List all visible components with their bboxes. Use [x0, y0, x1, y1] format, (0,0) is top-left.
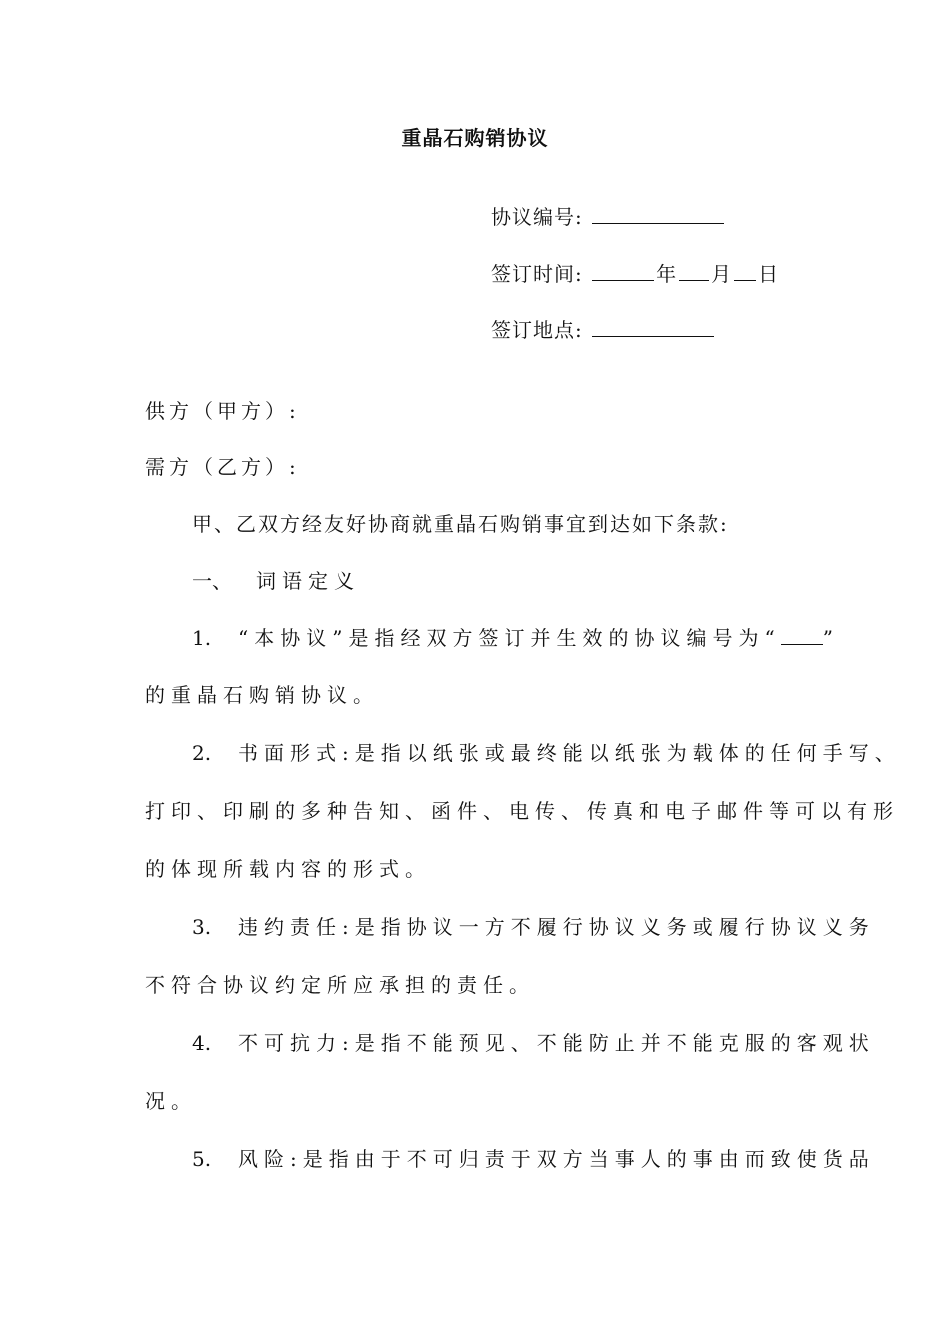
year-blank — [592, 260, 654, 281]
month-blank — [679, 260, 709, 281]
supplier-party: 供方（甲方）: — [145, 399, 300, 423]
item-2-number: 2. — [192, 741, 212, 765]
item-3-line-2: 不符合协议约定所应承担的责任。 — [145, 973, 535, 997]
item-1-number: 1. — [192, 626, 212, 650]
item-4-line-1 — [192, 1029, 875, 1057]
buyer-party: 需方（乙方）: — [145, 455, 300, 479]
agreement-number-line — [491, 203, 726, 231]
document-title: 重晶石购销协议 — [401, 126, 549, 150]
agreement-number-blank — [592, 203, 724, 224]
item-4-text: 不可抗力:是指不能预见、不能防止并不能克服的客观状 — [238, 1031, 875, 1055]
item-3-number: 3. — [192, 915, 212, 939]
section-heading — [192, 567, 360, 595]
day-blank — [734, 260, 756, 281]
intro-paragraph: 甲、乙双方经友好协商就重晶石购销事宜到达如下条款: — [192, 512, 729, 536]
item-1-line-2: 的重晶石购销协议。 — [145, 683, 379, 707]
sign-time-line — [491, 260, 779, 288]
item-1-line-1 — [192, 624, 839, 652]
section-number: 一、 — [192, 569, 232, 593]
item-1-text-b: ” — [822, 626, 839, 650]
section-title: 词语定义 — [256, 569, 360, 593]
month-label: 月 — [711, 262, 733, 286]
item-2-text: 书面形式:是指以纸张或最终能以纸张为载体的任何手写、 — [238, 741, 901, 765]
item-5-text: 风险:是指由于不可归责于双方当事人的事由而致使货品 — [238, 1147, 875, 1171]
day-label: 日 — [758, 262, 780, 286]
sign-place-line — [491, 316, 716, 344]
sign-place-blank — [592, 316, 714, 337]
item-3-line-1 — [192, 913, 875, 941]
item-2-line-1 — [192, 739, 901, 767]
sign-place-label: 签订地点: — [491, 318, 583, 342]
item-4-line-2: 况。 — [145, 1089, 197, 1113]
item-1-blank — [781, 624, 823, 645]
item-2-line-3: 的体现所载内容的形式。 — [145, 857, 431, 881]
item-1-text-a: “本协议”是指经双方签订并生效的协议编号为“ — [238, 626, 781, 650]
sign-time-label: 签订时间: — [491, 262, 583, 286]
agreement-number-label: 协议编号: — [491, 205, 583, 229]
item-4-number: 4. — [192, 1031, 212, 1055]
item-5-line-1 — [192, 1145, 875, 1173]
item-2-line-2: 打印、印刷的多种告知、函件、电传、传真和电子邮件等可以有形 — [145, 799, 899, 823]
item-5-number: 5. — [192, 1147, 212, 1171]
year-label: 年 — [656, 262, 678, 286]
item-3-text: 违约责任:是指协议一方不履行协议义务或履行协议义务 — [238, 915, 875, 939]
